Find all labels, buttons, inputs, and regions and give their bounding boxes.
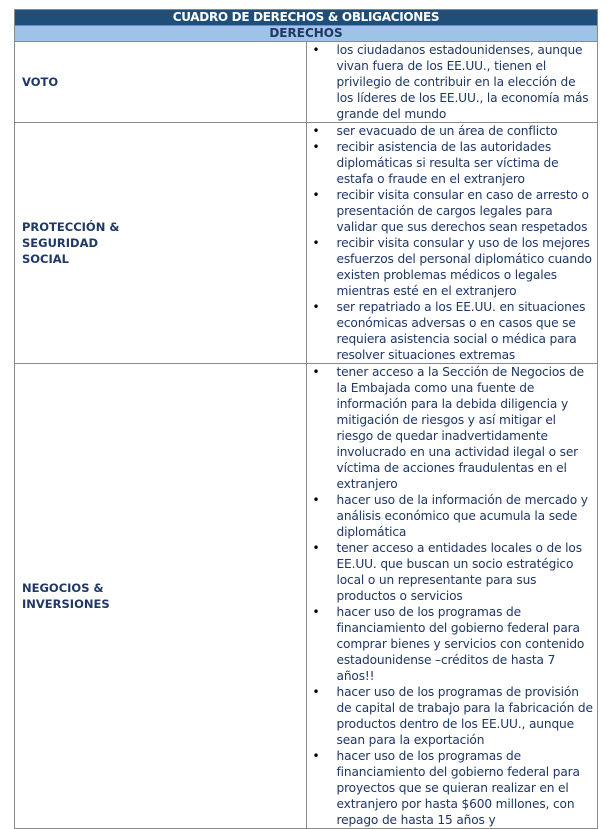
rights-list	[307, 42, 594, 122]
category-cell	[15, 364, 307, 829]
category-label: SOCIAL	[22, 252, 70, 266]
list-item: • hacer uso de los programas de provisión de capital de trabajo para la fabricación de productos dentro de los EE.UU., aunque sean para la exportación	[312, 685, 593, 747]
section-heading: DERECHOS	[15, 26, 598, 42]
list-item: • tener acceso a la Sección de Negocios de la Embajada como una fuente de información para la debida diligencia y mitigación de riesgos y así mitigar el riesgo de quedar inadvertidamente involucrado en una actividad ilegal o ser víctima de acciones fraudulentas en el extranjero	[312, 365, 584, 491]
category-cell	[15, 123, 307, 364]
items-cell	[306, 123, 598, 364]
category-label: VOTO	[22, 75, 59, 89]
bullet-icon: •	[312, 188, 320, 202]
list-item: • tener acceso a entidades locales o de los EE.UU. que buscan un socio estratégico local o un representante para sus productos o servicios	[312, 541, 582, 603]
category-label: SEGURIDAD	[22, 236, 99, 250]
list-item: • hacer uso de los programas de financiamiento del gobierno federal para comprar bienes y servicios con contenido estadounidense –créditos de hasta 7 años!!	[312, 605, 585, 683]
items-cell	[306, 42, 598, 123]
bullet-icon: •	[312, 541, 320, 555]
table-row-proteccion	[15, 123, 598, 364]
bullet-icon: •	[312, 365, 320, 379]
list-item: • recibir visita consular en caso de arresto o presentación de cargos legales para validar que sus derechos sean respetados	[312, 188, 589, 234]
bullet-icon: •	[312, 140, 320, 154]
category-label: NEGOCIOS &	[22, 581, 104, 595]
bullet-icon: •	[312, 124, 320, 138]
category-label: INVERSIONES	[22, 597, 110, 611]
bullet-icon: •	[312, 300, 320, 314]
list-item: • ser repatriado a los EE.UU. en situaciones económicas adversas o en casos que se requiera asistencia social o médica para resolver situaciones extremas	[312, 300, 586, 362]
bullet-icon: •	[312, 605, 320, 619]
list-item: • hacer uso de la información de mercado y análisis económico que acumula la sede diplomática	[312, 493, 588, 539]
category-label: PROTECCIÓN &	[22, 220, 120, 234]
category-cell	[15, 42, 307, 123]
rights-table	[14, 9, 598, 829]
list-item: • recibir asistencia de las autoridades diplomáticas si resulta ser víctima de estafa o fraude en el extranjero	[312, 140, 559, 186]
rights-list	[307, 123, 594, 363]
list-item: • ser evacuado de un área de conflicto	[312, 124, 558, 138]
list-item: • los ciudadanos estadounidenses, aunque vivan fuera de los EE.UU., tienen el privilegio de contribuir en la elección de los líderes de los EE.UU., la economía más grande del mundo	[312, 43, 589, 121]
title-row	[15, 10, 598, 26]
bullet-icon: •	[312, 685, 320, 699]
rights-list	[307, 364, 594, 828]
table-row-voto	[15, 42, 598, 123]
subtitle-row	[15, 26, 598, 42]
bullet-icon: •	[312, 493, 320, 507]
list-item: • hacer uso de los programas de financiamiento del gobierno federal para proyectos que se quieran realizar en el extranjero por hasta $600 millones, con repago de hasta 15 años y	[312, 749, 580, 827]
bullet-icon: •	[312, 43, 320, 57]
list-item: • recibir visita consular y uso de los mejores esfuerzos del personal diplomático cuando existen problemas médicos o legales mientras esté en el extranjero	[312, 236, 592, 298]
table-row-negocios	[15, 364, 598, 829]
table-title: CUADRO DE DERECHOS & OBLIGACIONES	[15, 10, 598, 26]
bullet-icon: •	[312, 749, 320, 763]
items-cell	[306, 364, 598, 829]
bullet-icon: •	[312, 236, 320, 250]
